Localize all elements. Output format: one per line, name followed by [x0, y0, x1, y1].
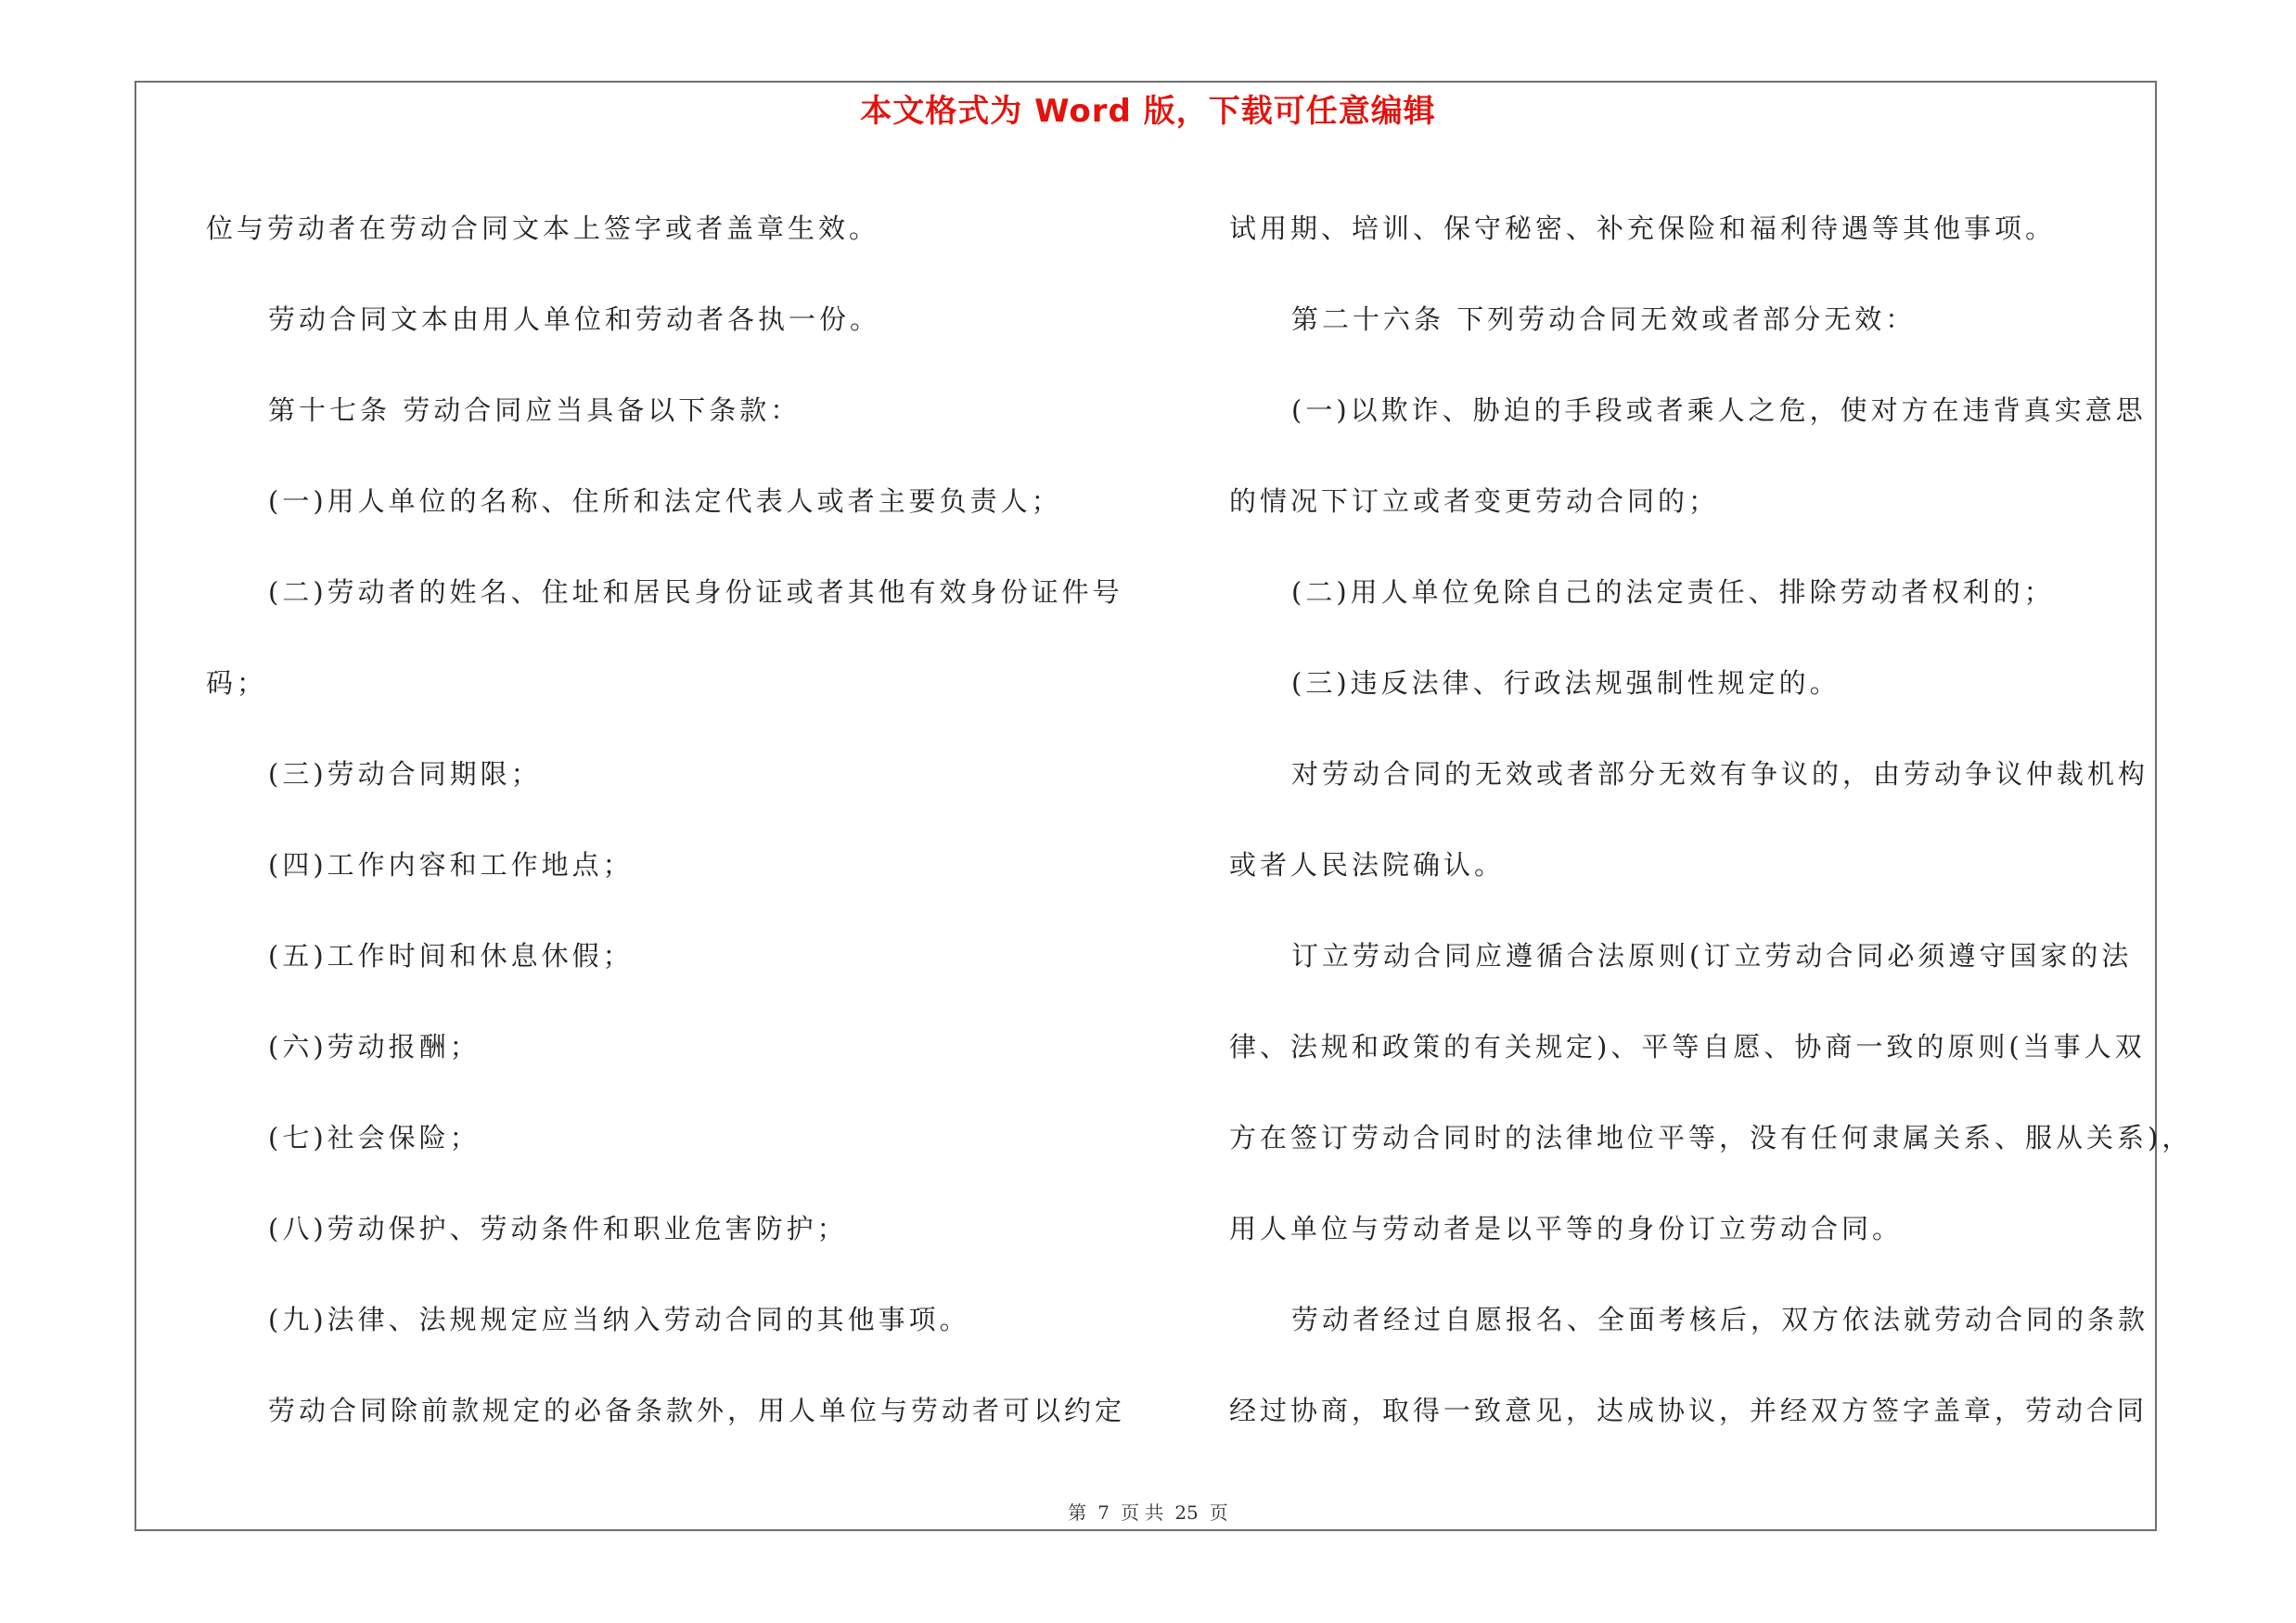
page-middle-text: 页 共	[1120, 1501, 1164, 1524]
text-line: 或者人民法院确认。	[1229, 849, 1506, 881]
right-text-column	[1229, 183, 2193, 1456]
left-text-column	[206, 183, 1134, 1456]
current-page-number: 7	[1097, 1501, 1110, 1524]
text-line: 码；	[206, 667, 268, 699]
text-line: 方在签订劳动合同时的法律地位平等，没有任何隶属关系、服从关系)，	[1229, 1122, 2193, 1153]
text-line: (八)劳动保护、劳动条件和职业危害防护；	[268, 1213, 848, 1244]
text-line: 劳动合同文本由用人单位和劳动者各执一份。	[268, 303, 881, 335]
text-line: (五)工作时间和休息休假；	[268, 940, 634, 972]
text-line: (一)以欺诈、胁迫的手段或者乘人之危，使对方在违背真实意思	[1291, 394, 2147, 426]
text-line: 经过协商，取得一致意见，达成协议，并经双方签字盖章，劳动合同	[1229, 1395, 2148, 1426]
text-line: 第十七条 劳动合同应当具备以下条款：	[268, 394, 802, 426]
total-pages-number: 25	[1174, 1501, 1199, 1524]
text-line: 试用期、培训、保守秘密、补充保险和福利待遇等其他事项。	[1229, 213, 2057, 244]
text-line: (三)劳动合同期限；	[268, 758, 542, 790]
text-line: (四)工作内容和工作地点；	[268, 849, 634, 881]
page-suffix: 页	[1209, 1501, 1228, 1524]
text-line: 用人单位与劳动者是以平等的身份订立劳动合同。	[1229, 1213, 1904, 1244]
text-line: (三)违反法律、行政法规强制性规定的。	[1291, 667, 1841, 699]
text-line: 订立劳动合同应遵循合法原则(订立劳动合同必须遵守国家的法	[1291, 940, 2133, 972]
text-line: 第二十六条 下列劳动合同无效或者部分无效：	[1291, 303, 1917, 335]
text-line: (七)社会保险；	[268, 1122, 481, 1153]
page-number-footer	[0, 1498, 2296, 1525]
text-line: 对劳动合同的无效或者部分无效有争议的，由劳动争议仲裁机构	[1291, 758, 2149, 790]
text-line: 律、法规和政策的有关规定)、平等自愿、协商一致的原则(当事人双	[1229, 1031, 2146, 1063]
text-line: 位与劳动者在劳动合同文本上签字或者盖章生效。	[206, 213, 880, 244]
text-line: (二)用人单位免除自己的法定责任、排除劳动者权利的；	[1291, 576, 2055, 608]
text-line: (六)劳动报酬；	[268, 1031, 481, 1063]
page-prefix: 第	[1068, 1501, 1087, 1524]
editable-notice-banner: 本文格式为 Word 版，下载可任意编辑	[860, 93, 1436, 130]
text-line: (一)用人单位的名称、住所和法定代表人或者主要负责人；	[268, 485, 1062, 517]
text-line: 劳动合同除前款规定的必备条款外，用人单位与劳动者可以约定	[268, 1395, 1126, 1426]
text-line: 的情况下订立或者变更劳动合同的；	[1229, 485, 1720, 517]
text-line: 劳动者经过自愿报名、全面考核后，双方依法就劳动合同的条款	[1291, 1304, 2149, 1335]
text-line: (二)劳动者的姓名、住址和居民身份证或者其他有效身份证件号	[268, 576, 1123, 608]
text-line: (九)法律、法规规定应当纳入劳动合同的其他事项。	[268, 1304, 970, 1335]
